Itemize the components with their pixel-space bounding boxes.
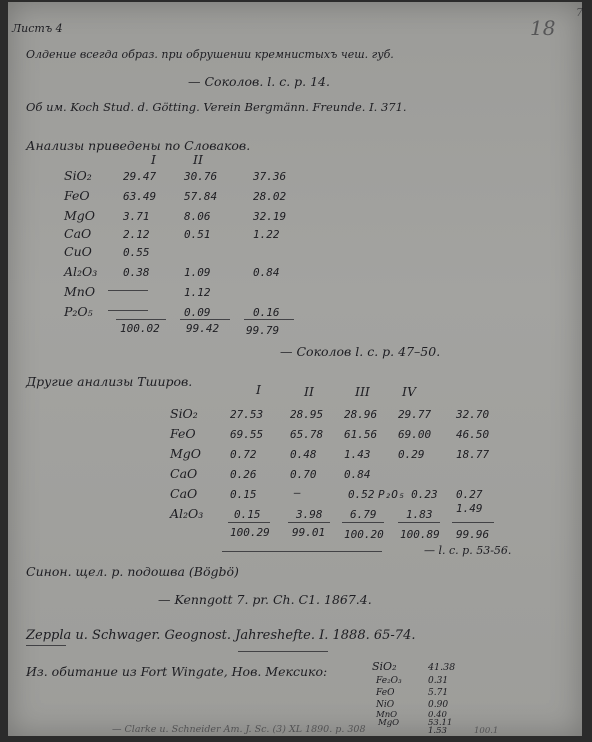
- folio-label: Листъ 4: [12, 22, 63, 35]
- value-cell: 1.12: [184, 286, 211, 299]
- value-cell: 29.47: [123, 170, 157, 183]
- dash: [108, 290, 148, 291]
- total-cell: 99.42: [186, 322, 220, 335]
- value-cell: 27.53: [230, 408, 264, 421]
- oxide-name: CaO: [64, 226, 92, 241]
- total-cell: 100.20: [344, 528, 384, 541]
- oxide-name: P₂O₅: [64, 304, 93, 319]
- reference-sokolov-2: — Соколов l. c. p. 47–50.: [280, 344, 441, 359]
- value-cell: 32.19: [253, 210, 287, 223]
- value-cell: 5.71: [428, 688, 449, 698]
- oxide-name: SiO₂: [64, 168, 92, 183]
- intro-line: Олдение всегда образ. при обрушении кремнистыхъ чеш. губ.: [26, 48, 394, 61]
- underline: [238, 651, 328, 652]
- analysis-1-col-header: I: [151, 152, 156, 167]
- value-cell: 69.00: [398, 428, 432, 441]
- value-cell: 1.49: [456, 502, 483, 515]
- oxide-name: SiO₂: [372, 660, 397, 673]
- total-cell: 100.89: [400, 528, 440, 541]
- oxide-name: FeO: [170, 426, 196, 441]
- sum-rule: [244, 319, 294, 320]
- value-cell: 0.15: [230, 488, 257, 501]
- value-cell: 28.95: [290, 408, 324, 421]
- analysis-2-col-header: II: [304, 384, 314, 399]
- value-cell: 0.26: [230, 468, 257, 481]
- value-cell: 0.84: [344, 468, 371, 481]
- reference-sokolov-1: — Соколов. l. c. p. 14.: [188, 74, 330, 89]
- sum-rule: [398, 522, 440, 523]
- value-cell: 57.84: [184, 190, 218, 203]
- value-cell: 61.56: [344, 428, 378, 441]
- value-cell: 41.38: [428, 662, 456, 673]
- oxide-name: FeO: [64, 188, 90, 203]
- value-cell: 0.29: [398, 448, 425, 461]
- total-cell: 100.29: [230, 526, 270, 539]
- synonym-line: Синон. щел. р. подошва (Bögbö): [26, 564, 239, 579]
- value-cell: 0.16: [253, 306, 280, 319]
- value-cell: 0.15: [234, 508, 261, 521]
- oxide-name: Fe₂O₃: [376, 676, 402, 686]
- value-cell: 0.40: [428, 710, 447, 720]
- value-cell: 1.53: [428, 726, 447, 736]
- corner-mark: 7: [576, 6, 583, 19]
- value-cell: 32.70: [456, 408, 490, 421]
- total-cell: 100.02: [120, 322, 160, 335]
- sum-rule: [342, 522, 384, 523]
- sum-rule: [288, 522, 330, 523]
- value-cell: 0.55: [123, 246, 150, 259]
- oxide-name: NiO: [376, 700, 395, 710]
- sum-rule: [180, 319, 230, 320]
- value-cell: 0.52: [348, 488, 375, 501]
- oxide-name: CuO: [64, 244, 92, 259]
- value-cell: 0.38: [123, 266, 150, 279]
- fort-wingate-line: Из. обитание из Fort Wingate, Нов. Мексико:: [26, 664, 328, 679]
- sum-rule: [228, 522, 270, 523]
- oxide-name: MnO: [64, 284, 96, 299]
- value-cell: 3.71: [123, 210, 150, 223]
- value-cell: 0.90: [428, 700, 449, 710]
- section-divider: [222, 551, 382, 552]
- oxide-name: FeO: [376, 688, 395, 698]
- reference-clarke: — Clarke u. Schneider Am. J. Sc. (3) XL 1890. p. 308: [112, 724, 366, 735]
- reference-koch: Об им. Koch Stud. d. Götting. Verein Bergmänn. Freunde. I. 371.: [26, 100, 407, 114]
- value-cell: 65.78: [290, 428, 324, 441]
- value-cell: 1.43: [344, 448, 371, 461]
- value-cell: 3.98: [296, 508, 323, 521]
- value-cell: 63.49: [123, 190, 157, 203]
- value-cell: 29.77: [398, 408, 432, 421]
- page-number: 18: [530, 16, 556, 40]
- value-cell: 8.06: [184, 210, 211, 223]
- oxide-name: MgO: [170, 446, 202, 461]
- total-cell: 99.79: [246, 324, 280, 337]
- value-cell: 1.22: [253, 228, 280, 241]
- total-cell: 99.01: [292, 526, 326, 539]
- value-cell: 30.76: [184, 170, 218, 183]
- underline: [26, 645, 66, 646]
- analysis-2-col-header: III: [355, 384, 370, 399]
- analysis-2-col-header: I: [256, 382, 261, 397]
- value-cell: 0.72: [230, 448, 257, 461]
- analysis-2-caption: Другие анализы Тширов.: [26, 374, 193, 389]
- value-cell: 0.84: [253, 266, 280, 279]
- oxide-name: MgO: [64, 208, 96, 223]
- oxide-name: MnO: [376, 710, 398, 720]
- analysis-1-caption: Анализы приведены по Словаков.: [26, 138, 251, 153]
- value-cell: 1.83: [406, 508, 433, 521]
- oxide-name: MgO: [378, 718, 400, 728]
- value-cell: 2.12: [123, 228, 150, 241]
- oxide-name: Al₂O₃: [64, 264, 98, 279]
- analysis-2-col-header: IV: [402, 384, 416, 399]
- value-cell: 6.79: [350, 508, 377, 521]
- value-cell: 0.51: [184, 228, 211, 241]
- value-cell: 69.55: [230, 428, 264, 441]
- value-cell: 0.27: [456, 488, 483, 501]
- analysis-1-col-header: II: [193, 152, 203, 167]
- value-cell: 28.96: [344, 408, 378, 421]
- oxide-name: CaO: [170, 486, 198, 501]
- analysis-2-reference: — l. c. p. 53-56.: [424, 544, 512, 557]
- reference-zeppla: Zeppla u. Schwager. Geognost. Jahreshefte. I. 1888. 65-74.: [26, 628, 416, 643]
- value-cell: 28.02: [253, 190, 287, 203]
- value-cell: 0.48: [290, 448, 317, 461]
- value-cell: 37.36: [253, 170, 287, 183]
- oxide-name: SiO₂: [170, 406, 198, 421]
- total-cell: 99.96: [456, 528, 490, 541]
- value-cell: —: [294, 486, 301, 499]
- manuscript-page: [8, 2, 582, 736]
- value-cell: 53.11: [428, 718, 453, 728]
- value-cell: 18.77: [456, 448, 490, 461]
- value-cell: 0.31: [428, 676, 449, 686]
- value-cell: 46.50: [456, 428, 490, 441]
- sum-rule: [452, 522, 494, 523]
- value-cell: 0.09: [184, 306, 211, 319]
- oxide-name: Al₂O₃: [170, 506, 204, 521]
- analysis-3-total: 100.1: [474, 726, 499, 736]
- dash: [108, 310, 148, 311]
- reference-kenngott: — Kenngott 7. pr. Ch. C1. 1867.4.: [158, 592, 372, 607]
- oxide-name: CaO: [170, 466, 198, 481]
- sum-rule: [116, 319, 166, 320]
- value-cell: 1.09: [184, 266, 211, 279]
- value-cell: P₂O₅ 0.23: [378, 488, 438, 501]
- value-cell: 0.70: [290, 468, 317, 481]
